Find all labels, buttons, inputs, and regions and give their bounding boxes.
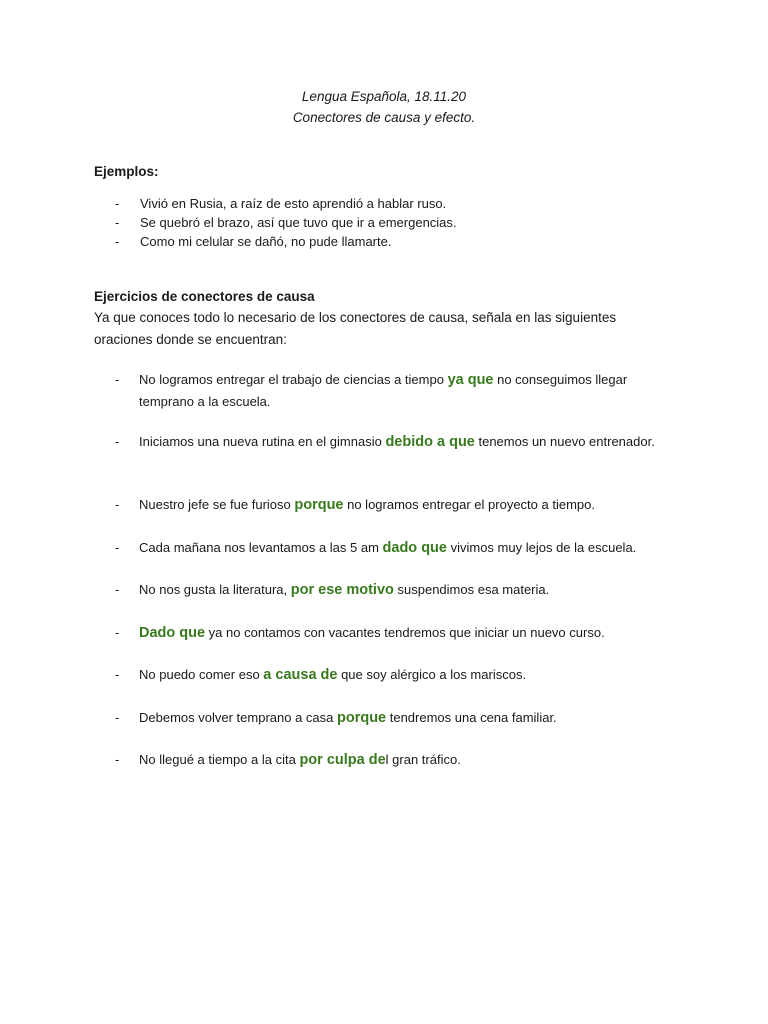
exercise-sentence — [139, 494, 675, 516]
connector-highlight: porque — [336, 710, 387, 726]
example-text: Como mi celular se dañó, no pude llamarte. — [140, 234, 392, 249]
exercise-sentence — [139, 707, 675, 729]
sentence-part: Cada mañana nos levantamos a las 5 am — [139, 540, 383, 555]
sentence-part: Iniciamos una nueva rutina en el gimnasio — [139, 434, 386, 449]
example-item — [115, 213, 457, 232]
connector-highlight: ya que — [447, 372, 494, 388]
connector-highlight: a causa de — [263, 667, 338, 683]
exercise-sentence — [139, 369, 675, 413]
connector-highlight: por culpa de — [299, 752, 386, 768]
sentence-part: suspendimos esa materia. — [393, 582, 550, 597]
list-dash: - — [115, 540, 120, 555]
exercise-intro: Ya que conoces todo lo necesario de los conectores de causa, señala en las siguientes oraciones donde se encuentran: — [94, 310, 617, 347]
list-dash: - — [115, 215, 120, 230]
list-dash: - — [115, 582, 120, 597]
exercise-sentence — [139, 749, 675, 771]
exercise-sentence — [139, 664, 675, 686]
sentence-part: ya no contamos con vacantes tendremos que iniciar un nuevo curso. — [205, 625, 605, 640]
exercise-sentence — [139, 537, 675, 559]
example-text: Vivió en Rusia, a raíz de esto aprendió a hablar ruso. — [140, 196, 447, 211]
list-dash: - — [115, 625, 120, 640]
connector-highlight: debido a que — [385, 434, 475, 450]
exercise-item — [115, 664, 675, 686]
exercise-item — [115, 369, 675, 413]
list-dash: - — [115, 234, 120, 249]
examples-heading: Ejemplos: — [94, 164, 159, 179]
sentence-part: vivimos muy lejos de la escuela. — [446, 540, 637, 555]
document-date-line: Lengua Española, 18.11.20 — [301, 89, 467, 104]
exercise-sentence — [139, 622, 675, 644]
list-dash: - — [115, 434, 120, 449]
sentence-part: No logramos entregar el trabajo de ciencias a tiempo — [139, 372, 448, 387]
list-dash: - — [115, 372, 120, 387]
sentence-part: no conseguimos llegar temprano a la escuela. — [139, 372, 628, 409]
connector-highlight: porque — [294, 497, 344, 513]
exercise-item — [115, 707, 675, 729]
sentence-part: tendremos una cena familiar. — [386, 710, 557, 725]
exercise-item — [115, 622, 675, 644]
list-dash: - — [115, 710, 120, 725]
sentence-part: tenemos un nuevo entrenador. — [474, 434, 655, 449]
sentence-part: No puedo comer eso — [139, 667, 264, 682]
sentence-part: l gran tráfico. — [385, 752, 461, 767]
sentence-part: que soy alérgico a los mariscos. — [337, 667, 527, 682]
document-title: Conectores de causa y efecto. — [292, 110, 476, 125]
exercise-item — [115, 431, 675, 453]
sentence-part: Debemos volver temprano a casa — [139, 710, 337, 725]
connector-highlight: dado que — [382, 540, 447, 556]
sentence-part: No nos gusta la literatura, — [139, 582, 291, 597]
exercise-item — [115, 537, 675, 559]
examples-list — [115, 194, 457, 251]
sentence-part: no logramos entregar el proyecto a tiempo. — [343, 497, 595, 512]
list-dash: - — [115, 497, 120, 512]
list-dash: - — [115, 752, 120, 767]
sentence-part: Nuestro jefe se fue furioso — [139, 497, 295, 512]
example-text: Se quebró el brazo, así que tuvo que ir a emergencias. — [140, 215, 457, 230]
connector-highlight: Dado que — [139, 625, 206, 641]
list-dash: - — [115, 196, 120, 211]
exercise-sentence — [139, 579, 675, 601]
list-dash: - — [115, 667, 120, 682]
sentence-part: No llegué a tiempo a la cita — [139, 752, 300, 767]
exercise-item — [115, 494, 675, 516]
exercise-sentence — [139, 431, 675, 453]
example-item — [115, 232, 457, 251]
connector-highlight: por ese motivo — [290, 582, 394, 598]
example-item — [115, 194, 457, 213]
exercise-item — [115, 579, 675, 601]
exercise-item — [115, 749, 675, 771]
exercise-heading: Ejercicios de conectores de causa — [94, 289, 315, 304]
